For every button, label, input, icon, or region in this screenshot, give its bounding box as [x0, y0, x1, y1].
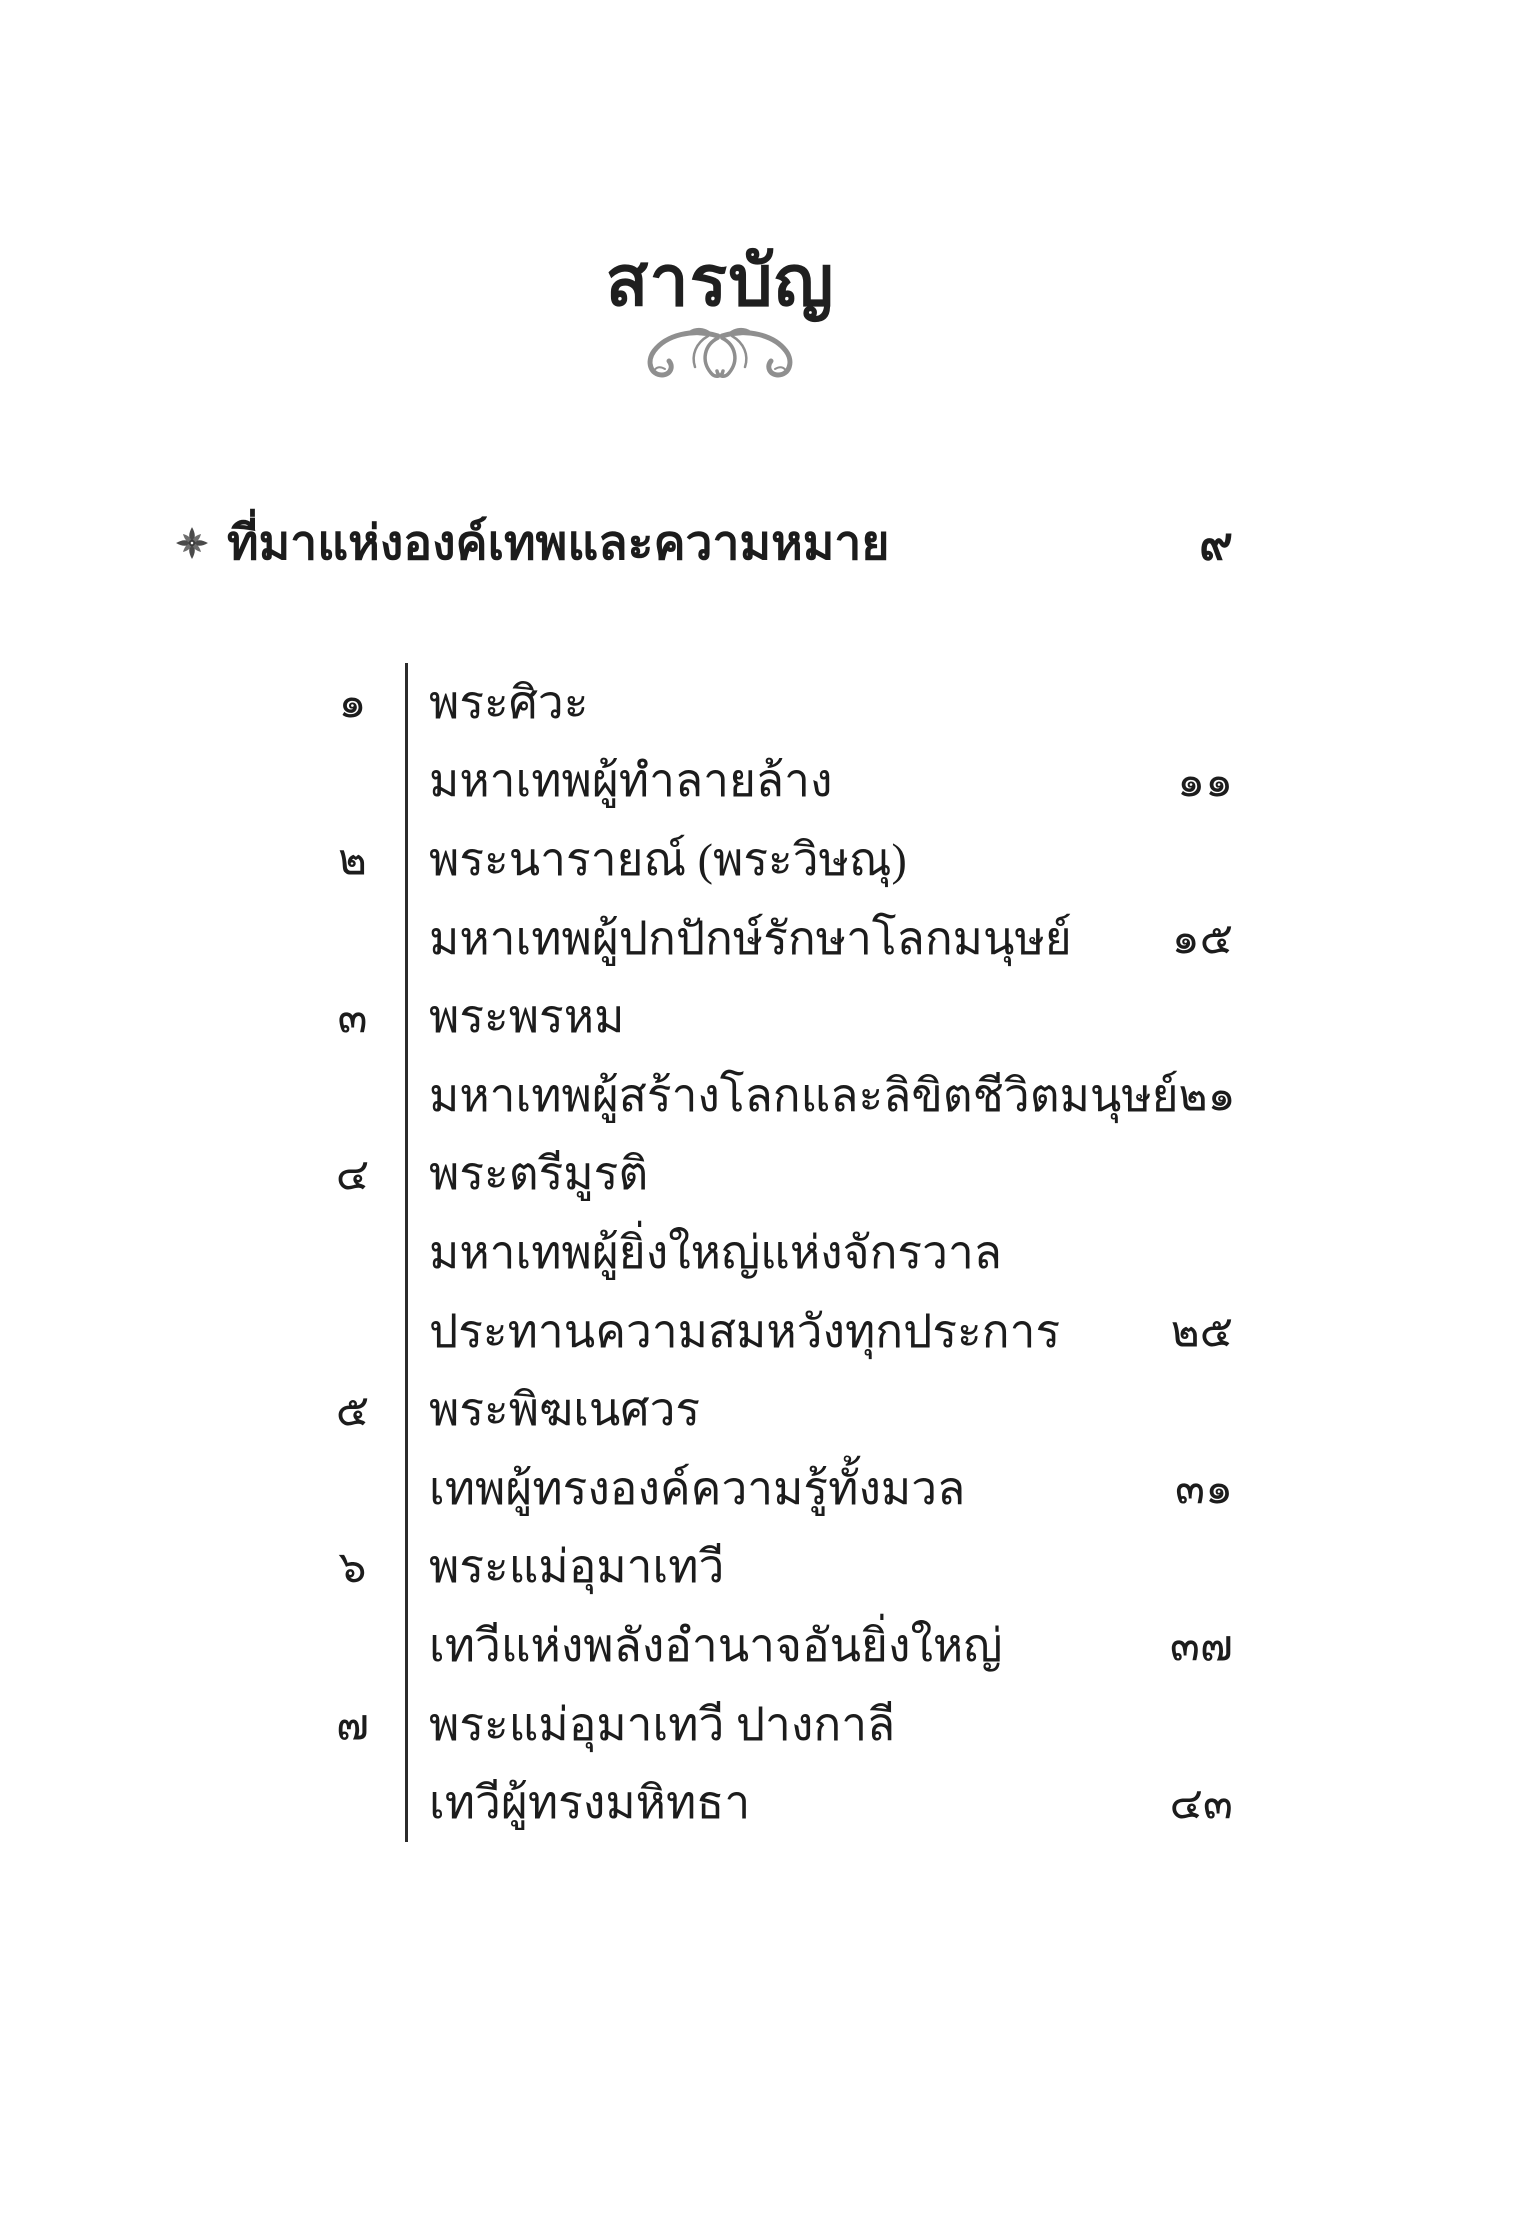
toc-line-text: พระพรหม — [429, 991, 625, 1043]
section-title: ที่มาแห่งองค์เทพและความหมาย — [227, 517, 890, 570]
section-header-row — [175, 505, 1233, 581]
toc-page-number: ๒๕ — [1170, 1307, 1233, 1357]
toc-line — [429, 1685, 1233, 1764]
title-block — [0, 243, 1478, 320]
toc-line — [429, 1213, 1233, 1292]
toc-line — [429, 1606, 1233, 1685]
toc-line-text: มหาเทพผู้ปกปักษ์รักษาโลกมนุษย์ — [429, 912, 1072, 964]
toc-line — [429, 1528, 1233, 1607]
toc-item-7 — [300, 1685, 1233, 1842]
toc-page-number: ๓๑ — [1174, 1464, 1233, 1514]
toc-item-number: ๓ — [337, 992, 368, 1042]
toc-line-text: พระแม่อุมาเทวี — [429, 1541, 725, 1593]
toc-line — [429, 742, 1233, 821]
toc-page-number: ๓๗ — [1169, 1621, 1233, 1671]
toc-page-number: ๔๓ — [1169, 1778, 1233, 1828]
toc-page-number: ๒๑ — [1178, 1071, 1236, 1121]
toc-item-number: ๒ — [337, 835, 367, 885]
flourish-divider-icon — [0, 324, 1478, 389]
toc-line-text: พระแม่อุมาเทวี ปางกาลี — [429, 1698, 896, 1750]
toc-line-text: พระนารายณ์ (พระวิษณุ) — [429, 833, 907, 885]
toc-item-2 — [300, 820, 1233, 977]
toc-line-text: มหาเทพผู้สร้างโลกและลิขิตชีวิตมนุษย์ — [429, 1069, 1179, 1121]
toc-line-text: มหาเทพผู้ทำลายล้าง — [429, 755, 833, 807]
toc-line — [429, 1292, 1233, 1371]
toc-line — [429, 977, 1233, 1056]
toc-line-text: พระศิวะ — [429, 676, 589, 728]
toc-item-3 — [300, 977, 1236, 1134]
toc-line-text: พระตรีมูรติ — [429, 1148, 649, 1200]
toc-line-text: เทวีผู้ทรงมหิทธา — [429, 1777, 751, 1829]
toc-page-number: ๑๕ — [1171, 914, 1233, 964]
toc-line — [429, 663, 1233, 742]
toc-item-5 — [300, 1370, 1233, 1527]
toc-item-number: ๕ — [335, 1385, 370, 1435]
section-page-number: ๙ — [1199, 516, 1233, 569]
toc-line-text: เทวีแห่งพลังอำนาจอันยิ่งใหญ่ — [429, 1619, 1003, 1671]
toc-line-text: เทพผู้ทรงองค์ความรู้ทั้งมวล — [429, 1462, 966, 1514]
toc-line-text: มหาเทพผู้ยิ่งใหญ่แห่งจักรวาล — [429, 1226, 1002, 1278]
toc-item-1 — [300, 663, 1233, 820]
page-title: สารบัญ — [605, 242, 835, 320]
toc-item-number: ๗ — [335, 1700, 370, 1750]
toc-item-lines — [405, 1685, 1233, 1842]
toc-line — [429, 1370, 1233, 1449]
toc-item-number: ๖ — [338, 1542, 367, 1592]
toc-line — [429, 899, 1233, 978]
toc-line — [429, 820, 1233, 899]
toc-item-lines — [405, 820, 1233, 977]
toc-item-lines — [405, 1370, 1233, 1527]
toc-line — [429, 1763, 1233, 1842]
toc-item-number: ๔ — [335, 1149, 370, 1199]
toc-item-lines — [405, 1528, 1233, 1685]
flower-rosette-icon — [175, 526, 209, 560]
toc-line-text: ประทานความสมหวังทุกประการ — [429, 1305, 1061, 1357]
toc-item-lines — [405, 663, 1233, 820]
toc-line-text: พระพิฆเนศวร — [429, 1384, 701, 1436]
toc-list — [300, 663, 1236, 1842]
toc-page-number: ๑๑ — [1177, 756, 1233, 806]
toc-line — [429, 1056, 1236, 1135]
toc-line — [429, 1135, 1233, 1214]
toc-item-4 — [300, 1135, 1233, 1371]
toc-item-6 — [300, 1528, 1233, 1685]
toc-line — [429, 1449, 1233, 1528]
toc-item-lines — [405, 977, 1236, 1134]
toc-item-lines — [405, 1135, 1233, 1371]
toc-item-number: ๑ — [338, 678, 367, 728]
